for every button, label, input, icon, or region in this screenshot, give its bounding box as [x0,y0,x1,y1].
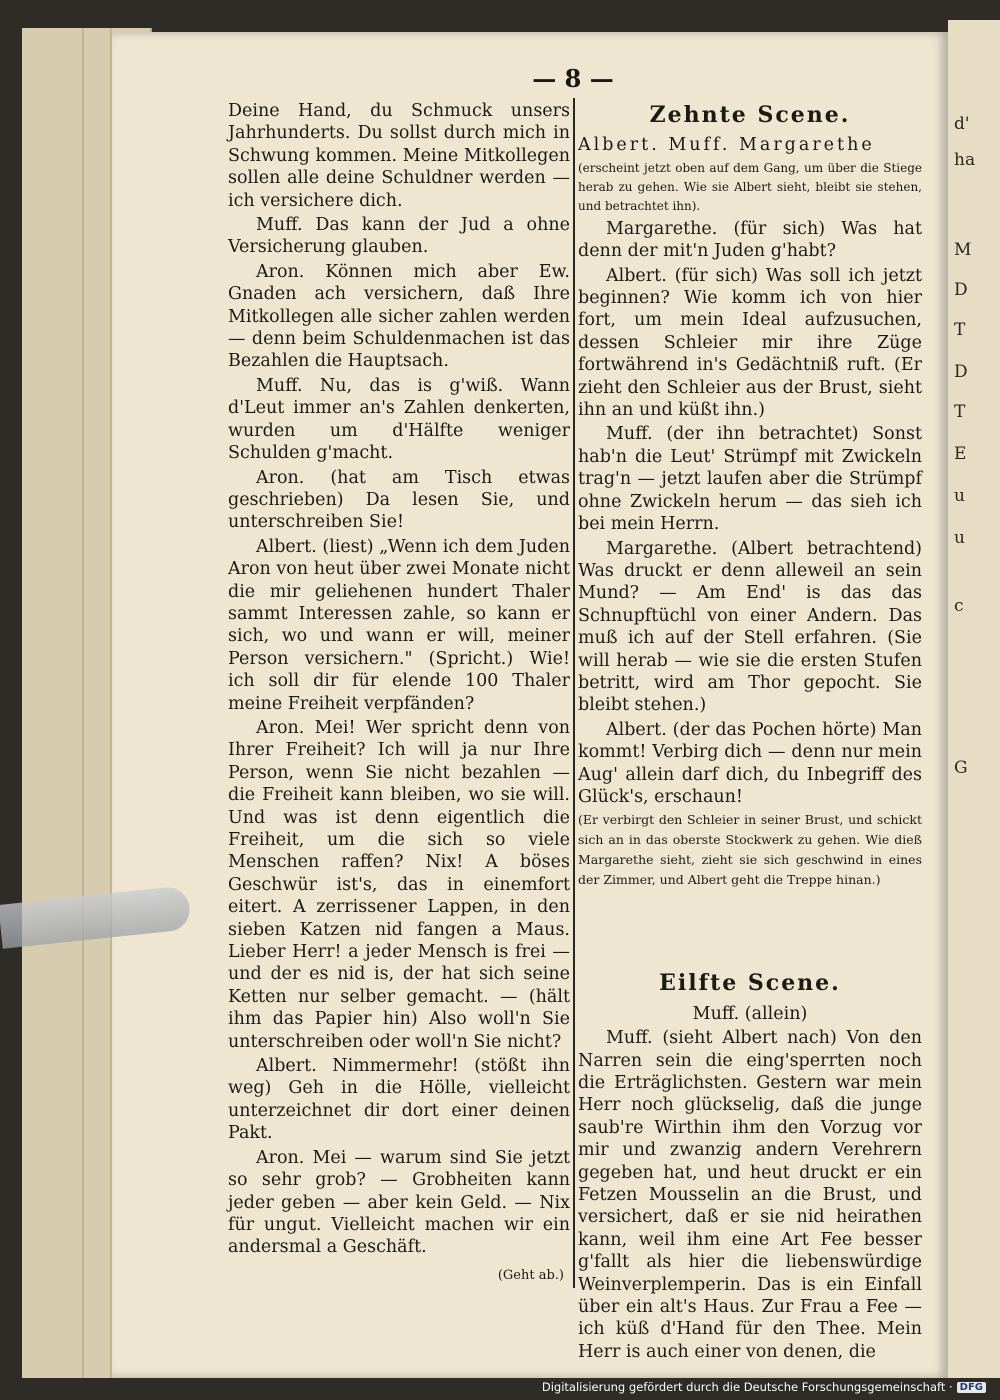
facing-text-fragment: d' [954,114,970,134]
paragraph: Aron. (hat am Tisch etwas geschrieben) Da lesen Sie, und unterschreiben Sie! [228,467,570,533]
column-divider [573,98,575,1288]
paragraph: Aron. Können mich aber Ew. Gnaden ach versichern, daß Ihre Mitkollegen alle sicher zahlen werden — denn beim Schuldenmachen ist das Bezahlen die Hauptsach. [228,261,570,372]
facing-text-fragment: T [954,402,966,422]
right-column [578,100,922,1365]
paragraph: Muff. Nu, das is g'wiß. Wann d'Leut immer an's Zahlen denkerten, wurden um d'Hälfte weniger Schulden g'macht. [228,375,570,464]
facing-text-fragment: D [954,362,968,382]
paragraph: Deine Hand, du Schmuck unsers Jahrhunderts. Du sollst durch mich in Schwung kommen. Meine Mitkollegen sollen alle deine Schuldner werden — ich versichere dich. [228,101,570,211]
facing-text-fragment: G [954,758,968,778]
facing-text-fragment: E [954,444,967,464]
facing-text-fragment: T [954,320,966,340]
paragraph: Albert. (für sich) Was soll ich jetzt beginnen? Wie komm ich von hier fort, um mein Ideal aufzusuchen, dessen Schleier mir ihre Züge fortwährend in's Gedächtniß ruft. (Er zieht den Schleier aus der Brust, sieht ihn an und küßt ihn.) [578,265,922,421]
facing-text-fragment: M [954,240,972,260]
facing-page [948,20,1000,1378]
paragraph: Aron. Mei! Wer spricht denn von Ihrer Freiheit? Ich will ja nur Ihre Person, wenn Sie nicht bezahlen — die Freiheit kann bleiben, wo sie will. Und was ist denn eigentlich die Freiheit, um die sich so viele Menschen raffen? Nix! A böses Geschwür ist's, das in einemfort eitert. A zerrissener Lappen, in den sieben Katzen nid fangen a Maus. Lieber Herr! a jeder Mensch is frei — und der es nid is, der hat sich seine Ketten nur selber gemacht. — (hält ihm das Papier hin) Also woll'n Sie unterschreiben oder woll'n Sie nicht? [228,717,570,1052]
facing-text-fragment: u [954,486,965,506]
facing-text-fragment: ha [954,150,976,170]
facing-text-fragment: D [954,280,968,300]
scene-title: Zehnte Scene. [649,102,851,128]
paragraph: Albert. (der das Pochen hörte) Man kommt! Verbirg dich — denn nur mein Aug' allein darf dich, du Inbegriff des Glück's, erschaun! [578,719,922,807]
paragraph: Albert. Nimmermehr! (stößt ihn weg) Geh in die Hölle, vielleicht unterzeichnet dir dort einer deinen Pakt. [228,1056,570,1144]
scene-title: Eilfte Scene. [659,970,841,997]
paragraph: Margarethe. (Albert betrachtend) Was druckt er denn alleweil an sein Mund? — Am End' is das das Schnupftüchl von einer Andern. Das muß ich auf der Stell erfahren. (Sie will herab — wie sie die ersten Stufen betritt, wird am Thor gepocht. Sie bleibt stehen.) [578,538,922,716]
dfg-logo-icon: DFG [957,1382,986,1393]
page-edge [82,28,84,1378]
paragraph: Albert. (liest) „Wenn ich dem Juden Aron von heut über zwei Monate nicht die mir geliehenen hundert Thaler sammt Interessen zahle, so kann er sich, wo und wann er will, meiner Person versichern." (Spricht.) Wie! ich soll dir für elende 100 Thaler meine Freiheit verpfänden? [228,536,570,714]
page-number: — 8 — [532,64,614,93]
facing-text-fragment: c [954,596,964,616]
stage-direction: (Er verbirgt den Schleier in seiner Brust, und schickt sich an in das oberste Stockwerk zu gehen. Wie dieß Margarethe sieht, zieht sie sich geschwind in eines der Zimmer, und Albert geht die Treppe hinan.) [578,812,922,888]
paragraph: Aron. Mei — warum sind Sie jetzt so sehr grob? — Grobheiten kann jeder geben — aber kein Geld. — Nix für ungut. Vielleicht machen wir ein andersmal a Geschäft. [228,1147,570,1258]
footer-text: Digitalisierung gefördert durch die Deutsche Forschungsgemeinschaft · [541,1380,953,1394]
facing-text-fragment: u [954,528,965,548]
paragraph: Muff. (der ihn betrachtet) Sonst hab'n die Leut' Strümpf mit Zwickeln trag'n — jetzt laufen aber die Strümpf ohne Zwickeln herum — das sieh ich bei mein Herrn. [578,424,922,535]
cast-list: Albert. Muff. Margarethe [578,135,875,156]
exit-direction: (Geht ab.) [497,1267,564,1283]
paragraph: Margarethe. (für sich) Was hat denn der mit'n Juden g'habt? [578,218,922,262]
left-column [228,100,570,1287]
paragraph: Muff. (sieht Albert nach) Von den Narren sein die eing'sperrten noch die Erträglichsten. Gestern war mein Herr noch glückselig, daß die junge saub're Wirthin ihm den Vorzug vor mir und zwanzig andern Verehrern gegeben hat, und heut druckt er ein Fetzen Mousselin an die Brust, und versichert, daß er sie nid heirathen kann, weil ihm eine Art Fee besser g'fallt als hier die liebenswürdige Weinverplemperin. Das is ein Einfall über ein alt's Haus. Zur Frau a Fee — ich küß d'Hand für den Thee. Mein Herr is auch einer von denen, die [578,1028,922,1362]
paragraph: Muff. Das kann der Jud a ohne Versicherung glauben. [228,215,570,258]
footer-credit [542,1380,986,1394]
cast-direction: (erscheint jetzt oben auf dem Gang, um über die Stiege herab zu gehen. Wie sie Albert sieht, bleibt sie stehen, und betrachtet ihn). [578,160,922,213]
cast-list: Muff. (allein) [692,1003,808,1024]
